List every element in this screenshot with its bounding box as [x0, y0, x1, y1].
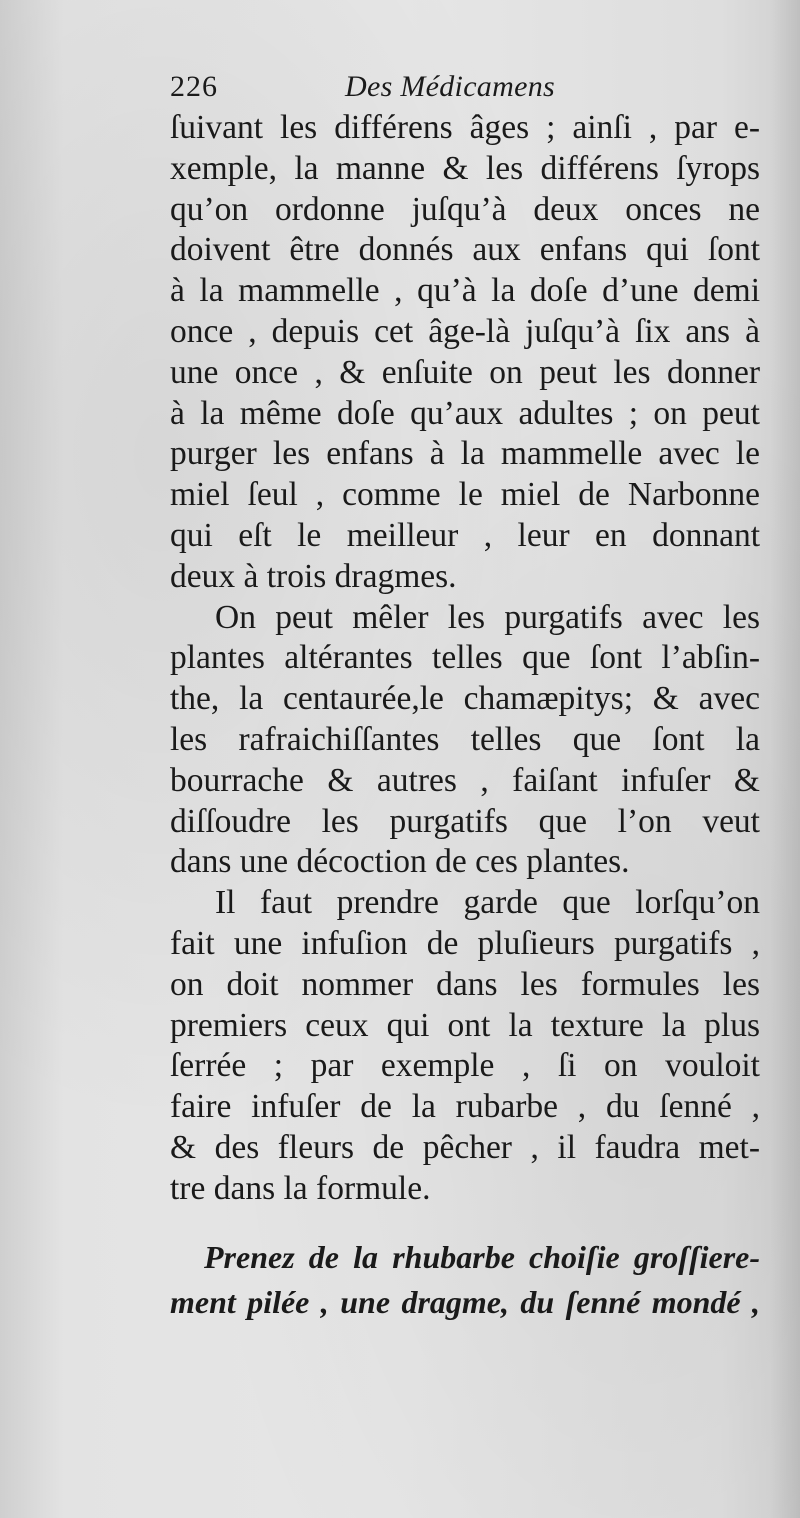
text-line: on doit nommer dans les formules les	[170, 965, 760, 1003]
recipe-line: ment pilée , une dragme, du ſenné mondé ,	[170, 1284, 760, 1320]
text-line: dans une décoction de ces plantes.	[170, 843, 630, 881]
paragraph-2	[170, 598, 760, 884]
text-line: tre dans la formule.	[170, 1169, 431, 1207]
text-line: à la mammelle , qu’à la doſe d’une demi	[170, 272, 760, 310]
paragraph-1	[170, 108, 760, 598]
recipe-text	[170, 1235, 760, 1325]
body-text	[170, 108, 760, 1210]
text-line: the, la centaurée,le chamæpitys; & avec	[170, 680, 760, 718]
text-line: fait une infuſion de pluſieurs purgatifs ,	[170, 924, 760, 962]
text-line: On peut mêler les purgatifs avec les	[215, 598, 760, 636]
page-header	[170, 70, 600, 110]
text-line: bourrache & autres , faiſant infuſer &	[170, 761, 760, 799]
text-line: une once , & enſuite on peut les donner	[170, 353, 760, 391]
text-line: doivent être donnés aux enfans qui ſont	[170, 231, 760, 269]
page-edge-shadow	[770, 0, 800, 1518]
text-line: ſuivant les différens âges ; ainſi , par e-	[170, 109, 760, 146]
text-line: ſerrée ; par exemple , ſi on vouloit	[170, 1047, 760, 1085]
text-line: xemple, la manne & les différens ſyrops	[170, 149, 760, 187]
text-line: diſſoudre les purgatifs que l’on veut	[170, 802, 760, 840]
text-line: deux à trois dragmes.	[170, 557, 457, 595]
text-line: à la même doſe qu’aux adultes ; on peut	[170, 394, 760, 432]
page-number: 226	[170, 70, 218, 103]
text-line: & des fleurs de pêcher , il faudra met-	[170, 1128, 760, 1166]
text-line: miel ſeul , comme le miel de Narbonne	[170, 476, 760, 514]
running-head: Des Médicamens	[345, 70, 555, 103]
text-line: premiers ceux qui ont la texture la plus	[170, 1006, 760, 1044]
text-line: faire infuſer de la rubarbe , du ſenné ,	[170, 1088, 760, 1126]
text-line: once , depuis cet âge-là juſqu’à ſix ans à	[170, 312, 760, 350]
text-line: purger les enfans à la mammelle avec le	[170, 435, 760, 473]
text-line: qu’on ordonne juſqu’à deux onces ne	[170, 190, 760, 228]
text-line: plantes altérantes telles que ſont l’abſin-	[170, 639, 760, 677]
text-line: les rafraichiſſantes telles que ſont la	[170, 720, 760, 758]
text-line: Il faut prendre garde que lorſqu’on	[215, 884, 760, 922]
recipe-line: Prenez de la rhubarbe choiſie groſſiere-	[204, 1239, 760, 1275]
text-line: qui eſt le meilleur , leur en donnant	[170, 516, 760, 554]
paragraph-3	[170, 883, 760, 1209]
